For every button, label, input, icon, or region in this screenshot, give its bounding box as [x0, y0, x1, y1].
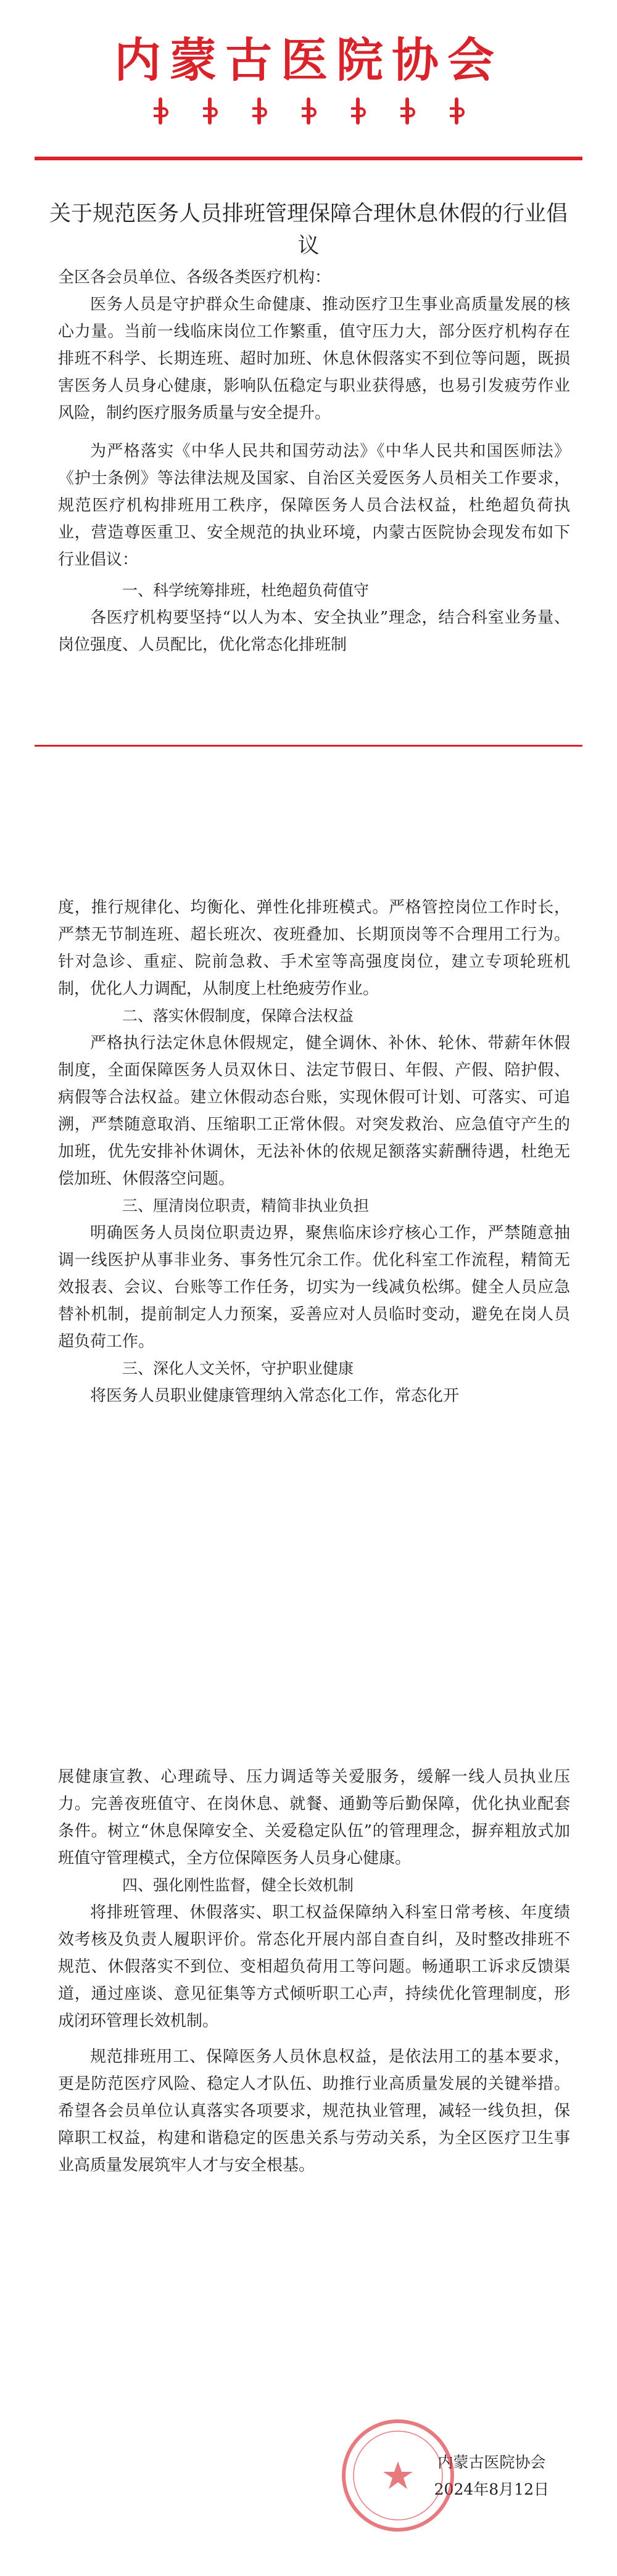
paragraph-section1-start: 各医疗机构要坚持“以人为本、安全执业”理念，结合科室业务量、岗位强度、人员配比，优化常态化排班制 [58, 609, 570, 654]
letterhead-rule [35, 157, 582, 160]
paragraph-section2: 严格执行法定休息休假规定，健全调休、补休、轮休、带薪年休假制度，全面保障医务人员双休日、法定节假日、年假、产假、陪护假、病假等合法权益。建立休假动态台账，实现休假可计划、可落实、可追溯，严禁随意取消、压缩职工正常休假。对突发救治、应急值守产生的加班，优先安排补休调休，无法补休的依规足额落实薪酬待遇，杜绝无偿加班、休假落空问题。 [58, 1034, 570, 1188]
signature-org: 内蒙古医院协会 [437, 2453, 546, 2471]
paragraph-basis: 为严格落实《中华人民共和国劳动法》《中华人民共和国医师法》《护士条例》等法律法规及国家、自治区关爱医务人员相关工作要求，规范医疗机构排班用工秩序，保障医务人员合法权益，杜绝超负荷执业，营造尊医重卫、安全规范的执业环境，内蒙古医院协会现发布如下行业倡议： [58, 442, 570, 569]
section-heading-2: 二、落实休假制度，保障合法权益 [122, 1007, 354, 1025]
bottom-rule [35, 745, 582, 747]
paragraph-section3: 明确医务人员岗位职责边界，聚焦临床诊疗核心工作，严禁随意抽调一线医护从事非业务、事务性冗余工作。优化科室工作流程，精简无效报表、会议、台账等工作任务，切实为一线减负松绑。健全人员应急替补机制，提前制定人力预案，妥善应对人员临时变动，避免在岗人员超负荷工作。 [58, 1224, 570, 1351]
salutation: 全区各会员单位、各级各类医疗机构： [58, 268, 331, 287]
paragraph-section4-cont: 展健康宣教、心理疏导、压力调适等关爱服务，缓解一线人员执业压力。完善夜班值守、在岗休息、就餐、通勤等后勤保障，优化执业配套条件。树立“休息保障安全、关爱稳定队伍”的管理理念，摒弃粗放式加班值守管理模式，全方位保障医务人员身心健康。 [58, 1768, 570, 1868]
official-seal-icon [339, 2417, 457, 2534]
document-title: 关于规范医务人员排班管理保障合理休息休假的行业倡议 [49, 202, 568, 259]
signature-date: 2024年8月12日 [434, 2480, 549, 2498]
mongolian-script-line [0, 97, 617, 126]
section-heading-3: 三、厘清岗位职责，精简非执业负担 [122, 1197, 370, 1215]
page3-body [58, 1763, 570, 2179]
page-1 [0, 0, 617, 802]
signature-block [434, 2449, 549, 2503]
paragraph-section1-cont: 度，推行规律化、均衡化、弹性化排班模式。严格管控岗位工作时长，严禁无节制连班、超长班次、夜班叠加、长期顶岗等不合理用工行为。针对急诊、重症、院前急救、手术室等高强度岗位，建立专项轮班机制，优化人力调配，从制度上杜绝疲劳作业。 [58, 898, 570, 998]
paragraph-intro: 医务人员是守护群众生命健康、推动医疗卫生事业高质量发展的核心力量。当前一线临床岗位工作繁重，值守压力大，部分医疗机构存在排班不科学、长期连班、超时加班、休息休假落实不到位等问题，既损害医务人员身心健康，影响队伍稳定与职业获得感，也易引发疲劳作业风险，制约医疗服务质量与安全提升。 [58, 295, 570, 422]
section-heading-1: 一、科学统筹排班，杜绝超负荷值守 [122, 581, 370, 599]
page1-body [58, 264, 570, 658]
page2-body [58, 894, 570, 1409]
paragraph-closing: 规范排班用工、保障医务人员休息权益，是依法用工的基本要求，更是防范医疗风险、稳定人才队伍、助推行业高质量发展的关键举措。希望各会员单位认真落实各项要求，规范执业管理，减轻一线负担，保障职工权益，构建和谐稳定的医患关系与劳动关系，为全区医疗卫生事业高质量发展筑牢人才与安全根基。 [58, 2048, 570, 2175]
paragraph-section5: 将排班管理、休假落实、职工权益保障纳入科室日常考核、年度绩效考核及负责人履职评价。常态化开展内部自查自纠，及时整改排班不规范、休假落实不到位、变相超负荷用工等问题。畅通职工诉求反馈渠道，通过座谈、意见征集等方式倾听职工心声，持续优化管理制度，形成闭环管理长效机制。 [58, 1903, 570, 2030]
section-heading-5: 四、强化刚性监督，健全长效机制 [122, 1876, 354, 1894]
section-heading-4: 三、深化人文关怀，守护职业健康 [122, 1360, 354, 1377]
paragraph-section4-start: 将医务人员职业健康管理纳入常态化工作，常态化开 [90, 1387, 460, 1405]
page-2 [0, 882, 617, 1677]
letterhead [0, 33, 617, 126]
org-name: 内蒙古医院协会 [114, 33, 503, 88]
page-3 [0, 1763, 617, 2576]
